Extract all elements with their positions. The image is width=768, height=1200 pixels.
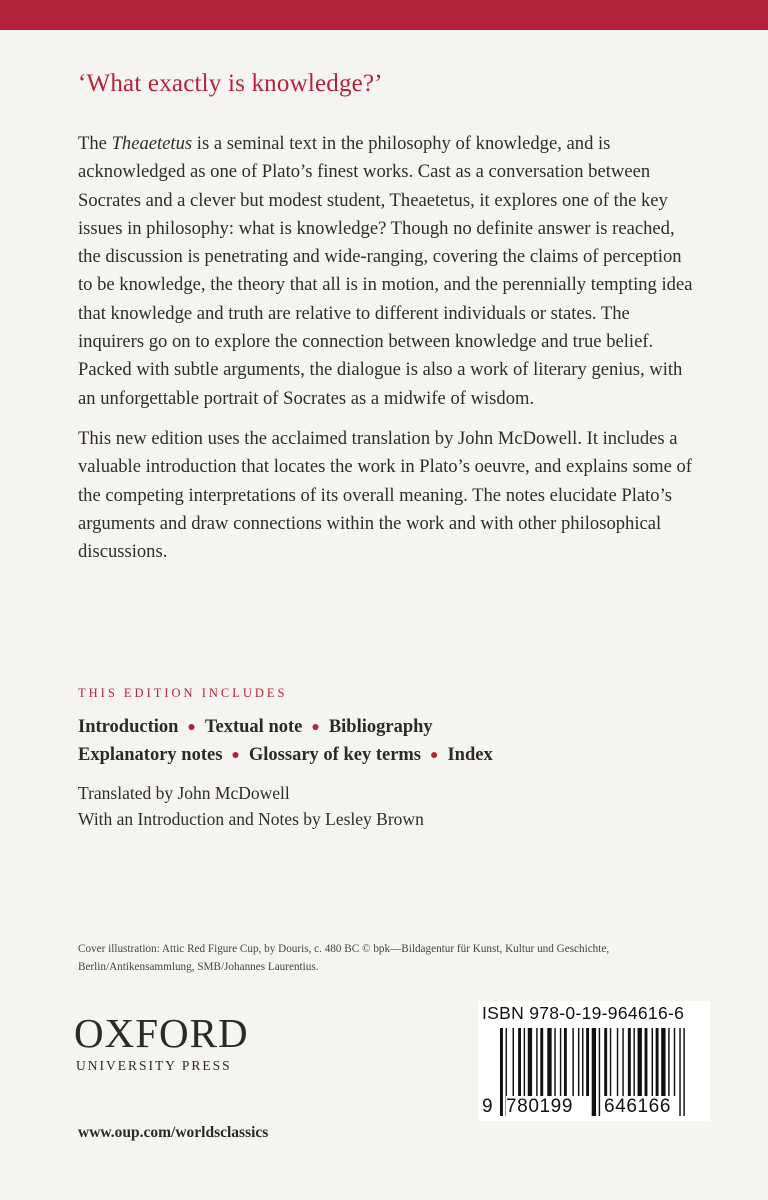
features-line-2 (78, 742, 698, 770)
publisher-wordmark: OXFORD (74, 1010, 249, 1056)
features-line-1 (78, 714, 698, 742)
feature-introduction: Introduction (78, 717, 179, 737)
feature-textual-note: Textual note (204, 717, 303, 737)
blurb-paragraph-1 (78, 130, 693, 413)
blurb-paragraph-2: This new edition uses the acclaimed translation by John McDowell. It includes a valuable introduction that locates the work in Plato’s oeuvre, and explains some of the competing interpretations of its overall meaning. The notes elucidate Plato’s arguments and draw connections within the work and with other philosophical discussions. (78, 427, 692, 563)
feature-glossary: Glossary of key terms (248, 745, 422, 765)
book-title-italic: Theaetetus (111, 133, 193, 154)
cover-illustration-credit: Cover illustration: Attic Red Figure Cup, by Douris, c. 480 BC © bpk—Bildagentur für Kunst, Kultur und Geschichte, Berlin/Antikensammlung, SMB/Johannes Laurentius. (78, 943, 610, 973)
blurb-p1-rest: is a seminal text in the philosophy of knowledge, and is acknowledged as one of Plato’s finest works. Cast as a conversation between Socrates and a clever but modest student, Theaetetus, it explores one of the key issues in philosophy: what is knowledge? Though no definite answer is reached, the discussion is penetrating and wide-ranging, covering the claims of perception to be knowledge, the theory that all is in motion, and the perennially tempting idea that knowledge and truth are relative to different individuals or states. The inquirers go on to explore the connection between knowledge and true belief. Packed with subtle arguments, the dialogue is also a work of literary genius, with an unforgettable portrait of Socrates as a midwife of wisdom. (78, 133, 693, 409)
headline: ‘What exactly is knowledge?’ (78, 70, 383, 97)
barcode-right-digits: 646166 (604, 1096, 672, 1117)
feature-bibliography: Bibliography (328, 717, 433, 737)
publisher-url[interactable]: www.oup.com/worldsclassics (78, 1124, 269, 1141)
edition-features (78, 714, 698, 770)
publisher-logo (74, 1012, 249, 1074)
credits (78, 780, 424, 832)
blurb-p1-start: The (78, 133, 112, 154)
bullet-icon: ● (231, 748, 240, 763)
publisher-subtitle: UNIVERSITY PRESS (76, 1058, 232, 1073)
blurb (78, 130, 693, 566)
bullet-icon: ● (187, 720, 196, 735)
bullet-icon: ● (430, 748, 439, 763)
top-color-band (0, 0, 768, 30)
feature-index: Index (447, 745, 493, 765)
barcode-first-digit: 9 (482, 1096, 494, 1117)
edition-includes-heading: THIS EDITION INCLUDES (78, 686, 288, 700)
bullet-icon: ● (311, 720, 320, 735)
translator-credit: Translated by John McDowell (78, 783, 290, 803)
isbn-label: ISBN 978-0-19-964616-6 (482, 1003, 685, 1023)
feature-explanatory-notes: Explanatory notes (78, 745, 223, 765)
introduction-credit: With an Introduction and Notes by Lesley Brown (78, 809, 424, 829)
barcode-left-digits: 780199 (506, 1096, 574, 1117)
